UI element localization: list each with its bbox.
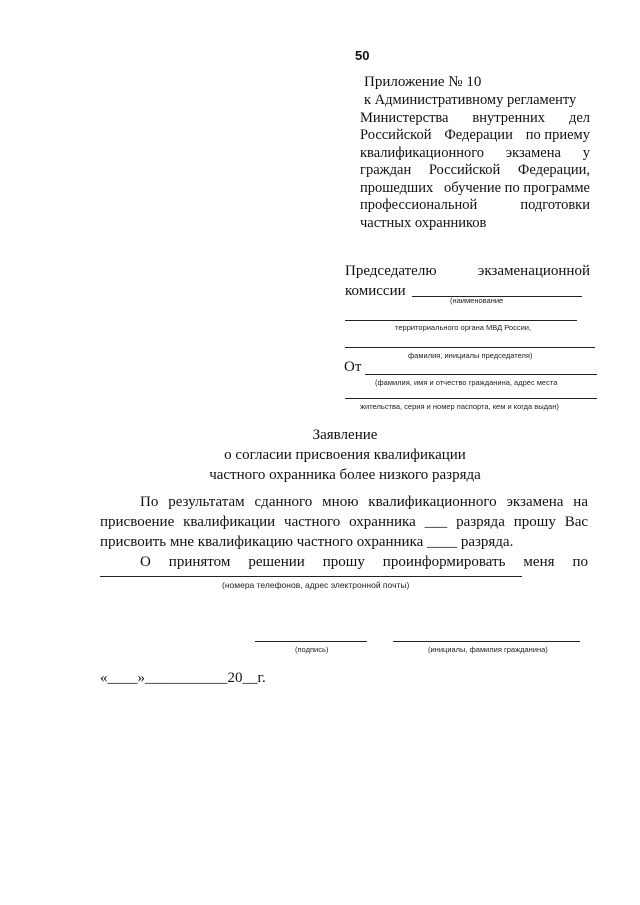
citizen-field-1[interactable] xyxy=(365,374,597,375)
caption-name: (наименование xyxy=(450,296,504,305)
annex-line-5: граждан Российской Федерации, xyxy=(360,162,590,178)
caption-chair: фамилия, инициалы председателя) xyxy=(408,351,533,360)
grade-blank-2[interactable]: ____ xyxy=(427,534,458,550)
annex-title: Приложение № 10 xyxy=(364,74,482,90)
date-year-blank[interactable]: __ xyxy=(242,670,258,686)
caption-citizen-2: жительства, серия и номер паспорта, кем и когда выдан) xyxy=(360,402,559,411)
caption-initials: (инициалы, фамилия гражданина) xyxy=(428,645,548,654)
annex-line-4: квалификационного экзамена у xyxy=(360,144,590,161)
annex-line-6: прошедших обучение по программе xyxy=(360,179,590,196)
from-label: От xyxy=(344,359,362,375)
statement-subtitle-2: частного охранника более низкого разряда xyxy=(209,467,481,483)
statement-subtitle-1: о согласии присвоения квалификации xyxy=(224,447,466,463)
statement-heading: Заявление xyxy=(312,427,378,443)
signature-field[interactable] xyxy=(255,641,367,642)
page-number: 50 xyxy=(355,48,370,63)
caption-signature: (подпись) xyxy=(295,645,329,654)
annex-block xyxy=(360,72,590,232)
body-line-4: О принятом решении прошу проинформировать меня по xyxy=(140,554,588,570)
statement-body xyxy=(100,492,588,572)
contacts-field[interactable] xyxy=(100,576,522,577)
addressee-line-2: комиссии xyxy=(345,281,590,301)
caption-citizen-1: (фамилия, имя и отчество гражданина, адрес места xyxy=(375,378,558,387)
date-day-blank[interactable]: ____ xyxy=(107,670,138,686)
annex-line-7: профессиональной подготовки xyxy=(360,197,590,213)
body-line-1: По результатам сданного мною квалификационного экзамена на xyxy=(140,494,588,510)
citizen-field-2[interactable] xyxy=(345,398,597,399)
caption-contacts: (номера телефонов, адрес электронной почты) xyxy=(222,580,410,590)
annex-line-2: Министерства внутренних дел xyxy=(360,109,590,126)
date-month-blank[interactable]: ___________ xyxy=(145,670,228,686)
annex-line-1: к Административному регламенту xyxy=(364,92,577,108)
chair-field[interactable] xyxy=(345,347,595,348)
organ-field[interactable] xyxy=(345,320,577,321)
date-line: «____»___________20__г. xyxy=(100,670,266,686)
grade-blank-1[interactable]: ___ xyxy=(424,514,448,530)
caption-organ: территориального органа МВД России, xyxy=(395,323,532,332)
body-line-2: присвоение квалификации частного охранника ___ разряда прошу Вас xyxy=(100,514,589,530)
annex-line-8: частных охранников xyxy=(360,214,487,231)
annex-line-3: Российской Федерации по приему xyxy=(360,127,590,143)
body-line-3: присвоить мне квалификацию частного охранника ____ разряда. xyxy=(100,534,514,550)
addressee-line-1: Председателю экзаменационной xyxy=(345,263,590,279)
initials-field[interactable] xyxy=(393,641,580,642)
addressee-block xyxy=(345,261,590,301)
